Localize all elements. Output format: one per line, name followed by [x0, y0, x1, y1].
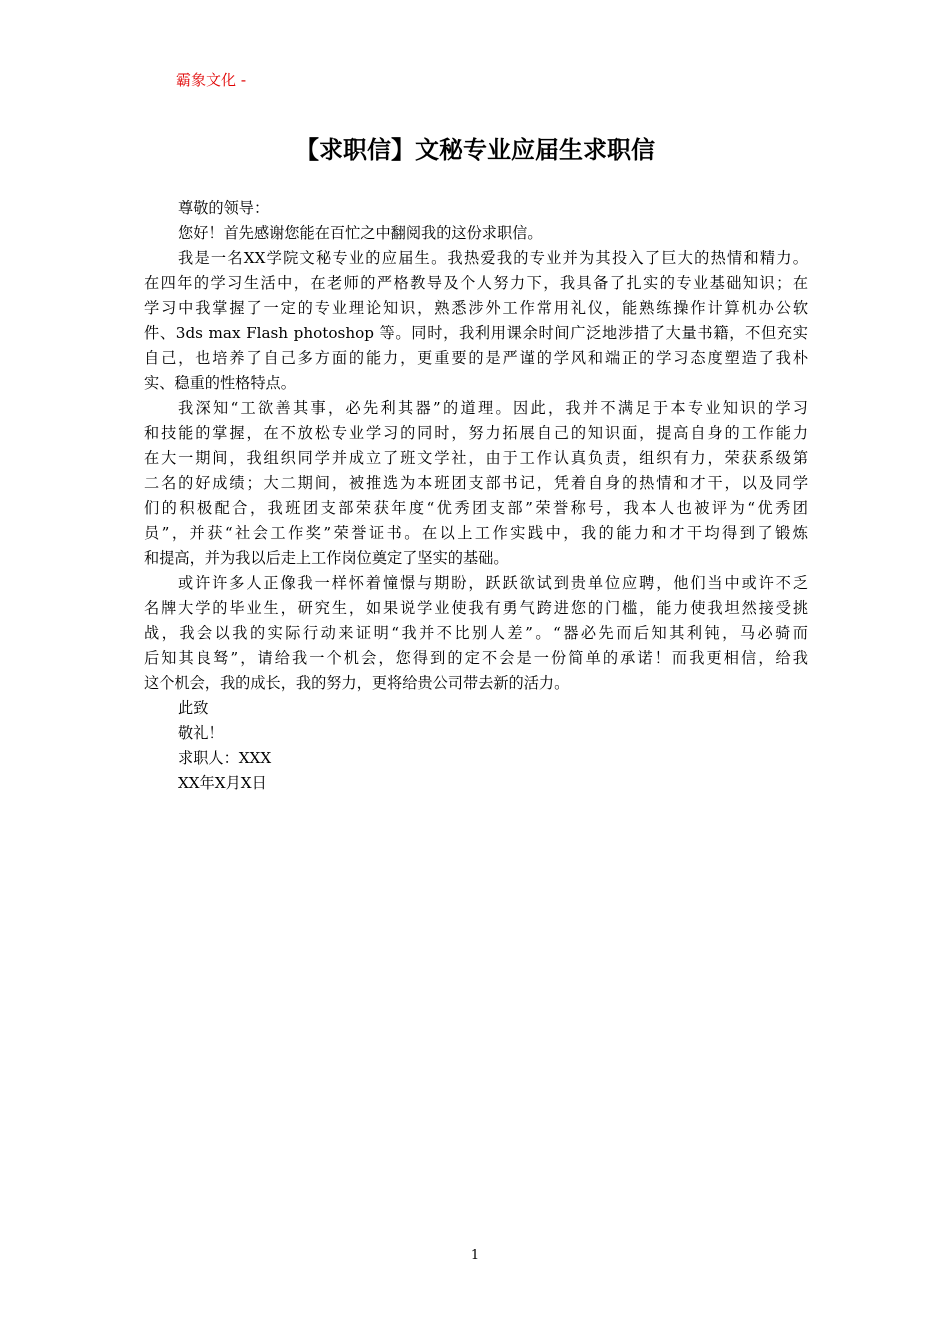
- greeting: 尊敬的领导：: [178, 199, 270, 217]
- opening-line: 您好！首先感谢您能在百忙之中翻阅我的这份求职信。: [178, 224, 543, 242]
- letter-body: [144, 196, 808, 796]
- paragraph-line: 件、3ds max Flash photoshop 等。同时，我利用课余时间广泛地涉措了大量书籍，不但充实: [144, 324, 808, 342]
- paragraph-line: 在四年的学习生活中，在老师的严格教导及个人努力下，我具备了扎实的专业基础知识；在: [144, 274, 808, 292]
- paragraph-line: 员”，并获“社会工作奖”荣誉证书。在以上工作实践中，我的能力和才干均得到了锻炼: [144, 524, 808, 542]
- paragraph-line: 我是一名XX学院文秘专业的应届生。我热爱我的专业并为其投入了巨大的热情和精力。: [178, 249, 808, 267]
- paragraph-line: 战，我会以我的实际行动来证明“我并不比别人差”。“器必先而后知其利钝，马必骑而: [144, 624, 808, 642]
- paragraph-line: 们的积极配合，我班团支部荣获年度“优秀团支部”荣誉称号，我本人也被评为“优秀团: [144, 499, 808, 517]
- signature: 求职人：XXX: [178, 749, 272, 767]
- letter-date: XX年X月X日: [178, 774, 267, 792]
- page-number: 1: [470, 1248, 480, 1263]
- paragraph-line: 学习中我掌握了一定的专业理论知识，熟悉涉外工作常用礼仪，能熟练操作计算机办公软: [144, 299, 808, 317]
- paragraph-line: 名牌大学的毕业生，研究生，如果说学业使我有勇气跨进您的门槛，能力使我坦然接受挑: [144, 599, 808, 617]
- closing-regards: 敬礼！: [178, 724, 224, 742]
- paragraph-line: 在大一期间，我组织同学并成立了班文学社，由于工作认真负责，组织有力，荣获系级第: [144, 449, 808, 467]
- paragraph-line: 后知其良驽”，请给我一个机会，您得到的定不会是一份简单的承诺！而我更相信，给我: [144, 649, 808, 667]
- paragraph-experience: [144, 396, 808, 571]
- paragraph-appeal: [144, 571, 808, 696]
- document-title: 【求职信】文秘专业应届生求职信: [295, 136, 655, 164]
- paragraph-line: 和提高，并为我以后走上工作岗位奠定了坚实的基础。: [144, 549, 509, 567]
- paragraph-line: 二名的好成绩；大二期间，被推选为本班团支部书记，凭着自身的热情和才干，以及同学: [144, 474, 808, 492]
- paragraph-line: 实、稳重的性格特点。: [144, 374, 296, 392]
- paragraph-line: 和技能的掌握，在不放松专业学习的同时，努力拓展自己的知识面，提高自身的工作能力: [144, 424, 808, 442]
- paragraph-line: 或许许多人正像我一样怀着憧憬与期盼，跃跃欲试到贵单位应聘，他们当中或许不乏: [178, 574, 808, 592]
- paragraph-line: 我深知“工欲善其事，必先利其器”的道理。因此，我并不满足于本专业知识的学习: [178, 399, 808, 417]
- paragraph-introduction: [144, 246, 808, 396]
- paragraph-line: 自己，也培养了自己多方面的能力，更重要的是严谨的学风和端正的学习态度塑造了我朴: [144, 349, 808, 367]
- paragraph-line: 这个机会，我的成长，我的努力，更将给贵公司带去新的活力。: [144, 674, 570, 692]
- closing-salutation: 此致: [178, 699, 209, 717]
- header-brand: 霸象文化 -: [176, 71, 247, 89]
